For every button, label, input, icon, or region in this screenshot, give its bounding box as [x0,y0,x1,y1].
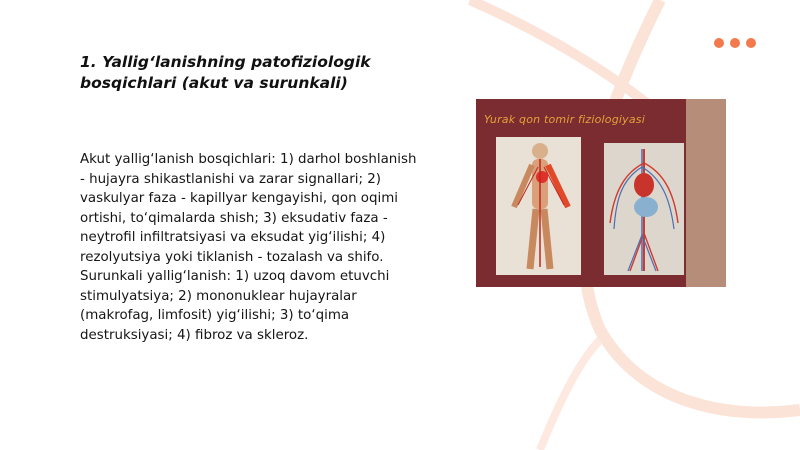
anatomy-figure [476,99,726,287]
slide-body-text: Akut yallig‘lanish bosqichlari: 1) darhol boshlanish - hujayra shikastlanishi va zarar signallari; 2) vaskulyar faza - kapillyar kengayishi, qon oqimi ortishi, to‘qimalarda shish; 3) eksudativ faza - neytrofil infiltratsiyasi va eksudat yig‘ilishi; 4) rezolyutsiya yoki tiklanish - tozalash va shifo. Surunkali yallig‘lanish: 1) uzoq davom etuvchi stimulyatsiya; 2) mononuklear hujayralar (makrofag, limfosit) yig‘ilishi; 3) to‘qima destruksiyasi; 4) fibroz va skleroz. [80,152,417,343]
circulatory-system-figure-left [496,137,581,275]
figure-panel-left [496,137,581,275]
figure-frame [476,99,686,287]
circulatory-system-figure-right [604,143,684,275]
dot-3 [746,38,756,48]
slide-title: 1. Yallig‘lanishning patofiziologik bosqichlari (akut va surunkali) [80,53,371,92]
figure-panel-right [604,143,684,275]
decorative-arc-lower [540,340,600,450]
dot-2 [730,38,740,48]
three-dots-icon [714,38,756,48]
dot-1 [714,38,724,48]
figure-caption: Yurak qon tomir fiziologiyasi [484,113,645,126]
